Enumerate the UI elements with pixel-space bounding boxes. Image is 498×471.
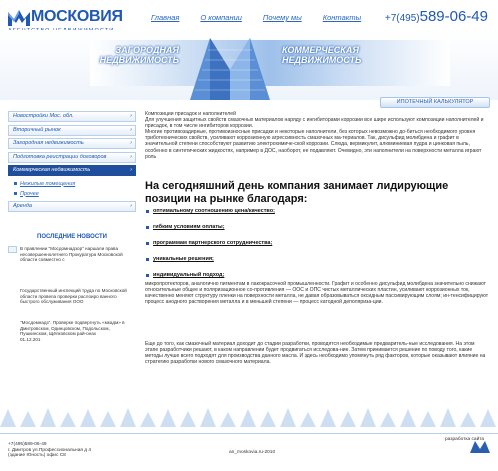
intro-paragraph: Для улучшения защитных свойств смазочных материалов наряду с ингибиторами коррозии все шире используют композиции наполнителей и присадок, в том числе ингибиторов коррозии. (145, 117, 484, 130)
news-item[interactable] (8, 246, 136, 263)
arrow-right-icon: › (130, 153, 132, 160)
menu-item-registration[interactable] (8, 152, 136, 163)
footer-address: г. Дмитров ул.Профессиональная д 4 (8, 447, 92, 453)
intro-text (145, 111, 489, 160)
top-navigation (151, 13, 382, 22)
footer-decoration (0, 405, 498, 427)
banner-commercial-realty[interactable]: КОММЕРЧЕСКАЯ НЕДВИЖИМОСТЬ (282, 45, 362, 65)
footer-contacts (8, 442, 91, 459)
news-item[interactable] (8, 288, 136, 305)
header-phone (385, 8, 488, 25)
nav-contacts[interactable]: Контакты (322, 13, 362, 22)
list-item: оптимальному соотношению цена/качество; (145, 208, 489, 224)
list-item: индивидуальный подход; (145, 272, 489, 288)
arrow-right-icon: › (130, 126, 132, 133)
list-item: гибким условиям оплаты; (145, 224, 489, 240)
developer-logo-icon[interactable] (470, 439, 490, 453)
news-date: 01.12.201 (20, 336, 41, 342)
banner (0, 30, 498, 100)
menu-item-rent[interactable] (8, 201, 136, 212)
menu-item-label: Новостройки Мос. обл. (13, 113, 74, 119)
nav-home[interactable]: Главная (151, 13, 180, 22)
news-text: "Мосдомнадз". Проверке подвергнуть «мкадм» в Дмитровском, Одинцовском, Подольском, Пушкинском, Щёлковском рай-онах (20, 320, 125, 337)
news-text: В правлении "Мосдомнадзор" наршали права несовершеннолетнего Прокуратура Московской области совместно с (20, 246, 123, 263)
intro-paragraph: Многие противозадирные, противоизносные присадки и некоторые наполнители, без которых невозможно до-биться необходимого уровня триботехнических свойств, усиливают коррозионную агрессивность смазочных ма-териалов. Так, дисульфид молибдена и графит в значительной степени способствуют развитию электрохимиче-ской коррозии. Слюда, вермикулит, алюминиевая пудра и цинковая пыль, особенно в синтетических жидкостях, например в ДОС, наоборот, ее подавляют. Очевидно, эти наполнители на поверхности металла играют роль (145, 129, 482, 160)
arrow-right-icon: › (130, 167, 132, 173)
advantages-list (145, 208, 489, 288)
nav-why-us[interactable]: Почему мы (262, 13, 302, 22)
submenu-item-other[interactable] (8, 189, 136, 199)
body-paragraph: микропротекторов, аналогично пигментам в лакокрасочной промышленности. Графит и особенно дисульфид молибдена значительно снижают относительные общее и поляризационное со-противления — ООС и ОПС чистых металлических пластин, усиливают коррозионных ток, качественно меняют структуру пленки на поверхности металла, не давая образовываться оксидным пассивирующим слоям; ин-тенсифицируют процесс анодного растворения металла и в меньшей степени — процесс катодной деполяриза-ции. (145, 281, 489, 306)
menu-item-label: Загородная недвижимость (13, 140, 84, 146)
footer-site: an_moskovia.ru-2010 (229, 450, 276, 455)
mortgage-calculator-button[interactable]: ИПОТЕЧНЫЙ КАЛЬКУЛЯТОР (380, 97, 490, 108)
logo-icon (8, 9, 30, 26)
footer-address-line2: (здание Юность) офис С8 (8, 453, 66, 459)
phone-prefix: +7(495) (384, 13, 420, 24)
news-text: Государственный инспекций труда по Московской области провела проверки раслоиро ванного быстрого обслуживания ООО (20, 288, 127, 305)
building-image (180, 30, 280, 100)
footer-phone: +7(495)589-06-49 (8, 442, 47, 447)
arrow-right-icon: › (130, 202, 132, 209)
phone-number: 589-06-49 (419, 8, 488, 25)
footer-divider (0, 433, 498, 434)
arrow-right-icon: › (130, 140, 132, 146)
news-item[interactable] (8, 320, 136, 342)
menu-item-new-buildings[interactable] (8, 111, 136, 122)
bullet-icon (14, 182, 17, 185)
sidebar-menu (8, 111, 136, 214)
menu-item-label: Подготовка реистрации договоров (13, 153, 107, 160)
menu-item-label: Аренда (13, 202, 32, 209)
brand-name: МОСКОВИЯ (31, 8, 123, 25)
menu-item-country-realty[interactable] (8, 138, 136, 149)
menu-item-label: Коммерческая недвижимость (13, 167, 91, 173)
main-headline: На сегодняшний день компания занимает лидирующие позиции на рынке благодаря: (145, 180, 449, 205)
submenu-item-non-residential[interactable] (8, 179, 136, 189)
nav-about[interactable]: О компании (200, 13, 242, 22)
footer-developer-link[interactable]: разработка сайта (445, 437, 485, 442)
intro-title: Композиции присадок и наполнителей (145, 111, 236, 117)
bullet-icon (14, 192, 17, 195)
menu-item-label: Вторичный рынок (13, 126, 61, 133)
menu-item-commercial-realty[interactable] (8, 165, 136, 176)
menu-item-secondary-market[interactable] (8, 125, 136, 136)
news-heading: ПОСЛЕДНИЕ НОВОСТИ (37, 234, 107, 240)
list-item: уникальные решения; (145, 256, 489, 272)
banner-country-realty[interactable]: ЗАГОРОДНАЯ НЕДВИЖИМОСТЬ (99, 45, 179, 65)
list-item: программам партнерского сотрудничества; (145, 240, 489, 256)
submenu-label: Прочее (20, 190, 39, 197)
submenu-label: Нежилые помещения (20, 180, 76, 187)
arrow-right-icon: › (130, 113, 132, 119)
body-paragraph: Еще до того, как смазочный материал доходит до стадии разработки, проводятся необходимые предваритель-ные исследования. На этом этапе разработчики решают, в каком направлении будет продвигаться исследова-ние. Затем принимается решение по поводу того, какие методы лучше всего подходят для производства данного масла. И здесь необходимо упомянуть ряд факторов, которые оказывают влияние на стратегию разработки нового смазочного материала. (145, 341, 486, 366)
news-icon (8, 246, 17, 253)
